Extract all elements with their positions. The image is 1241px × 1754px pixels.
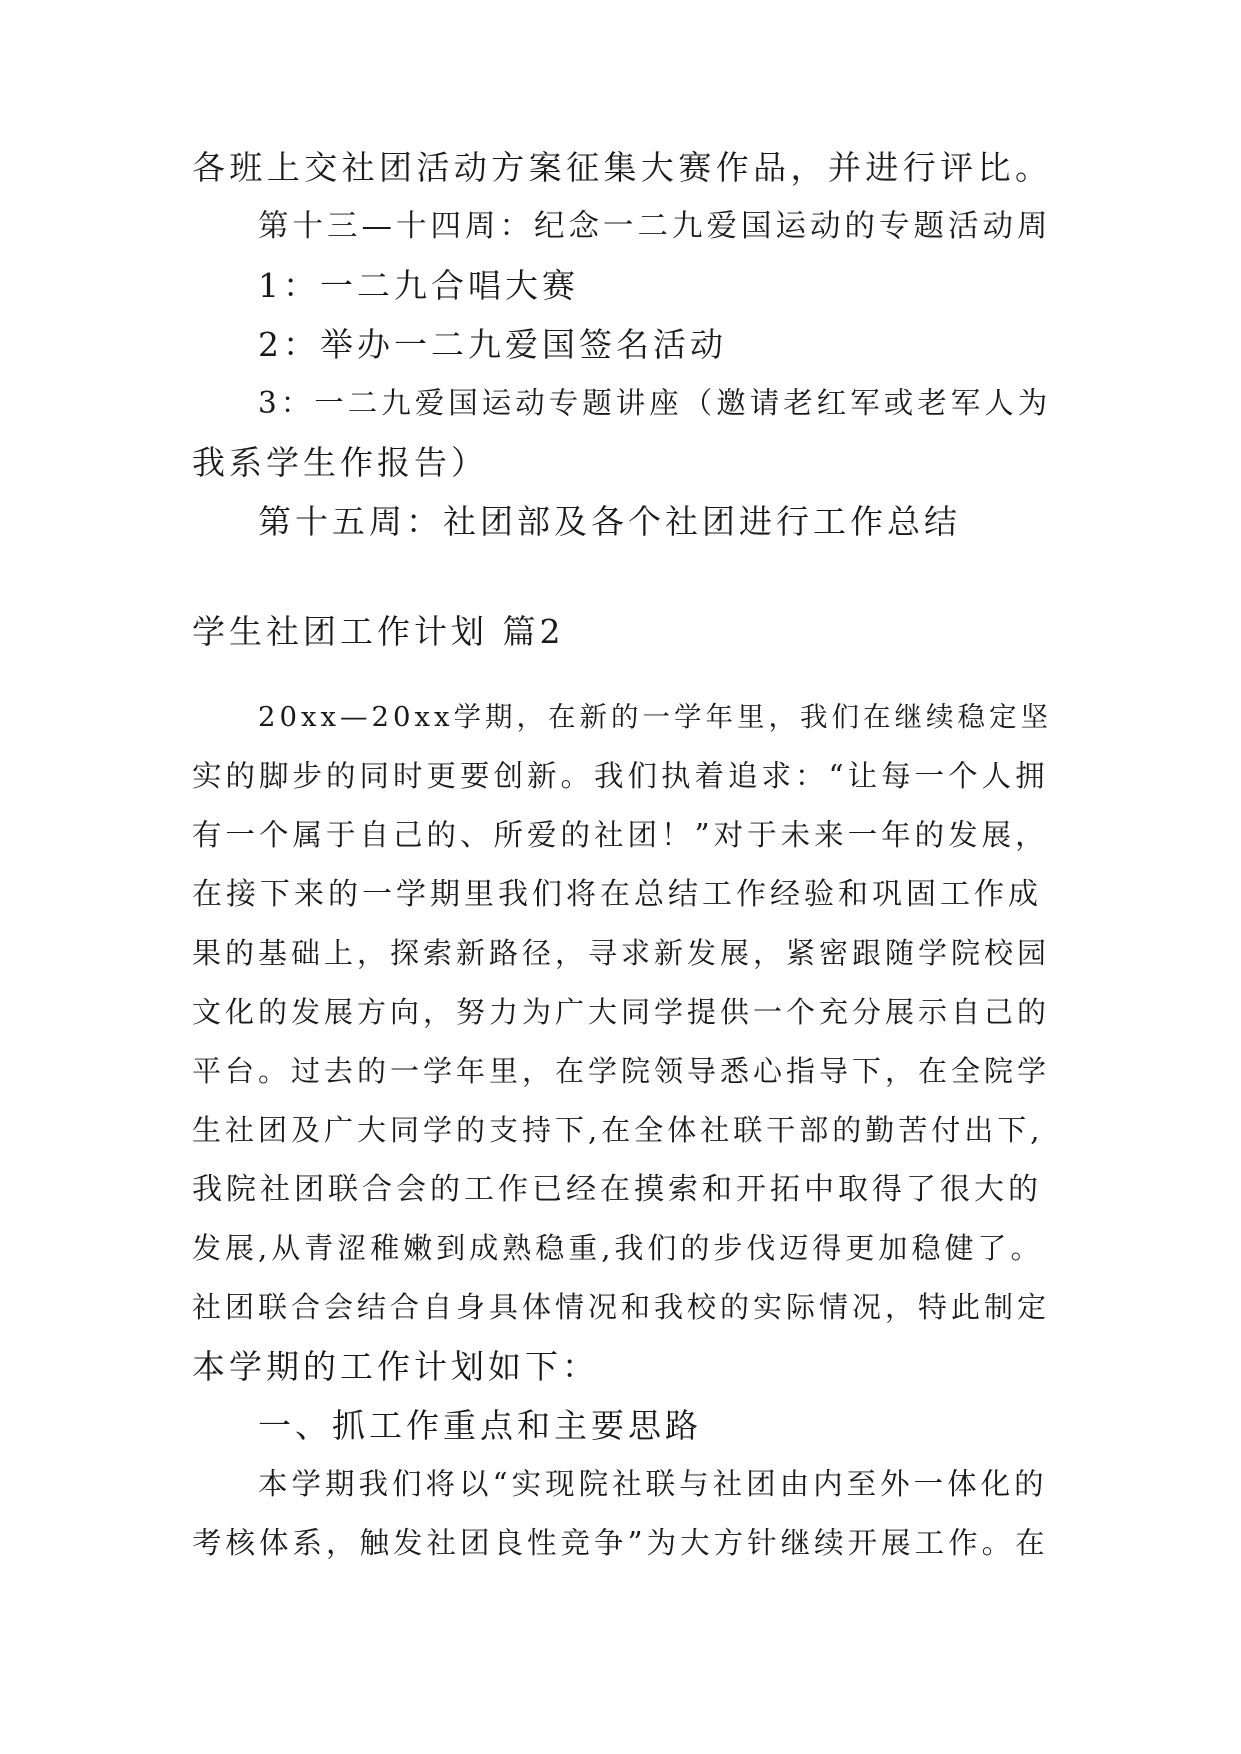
- paragraph-line: 2：举办一二九爱国签名活动: [258, 325, 727, 364]
- paragraph-line: 考核体系，触发社团良性竞争”为大方针继续开展工作。在: [192, 1526, 1049, 1560]
- section-2-text: [192, 688, 1052, 1573]
- paragraph-line: 20xx—20xx学期，在新的一学年里，我们在继续稳定坚: [258, 701, 1052, 733]
- paragraph-line: 各班上交社团活动方案征集大赛作品，并进行评比。: [192, 148, 1052, 187]
- paragraph-line: 1：一二九合唱大赛: [258, 266, 579, 305]
- paragraph-line: 在接下来的一学期里我们将在总结工作经验和巩固工作成: [192, 877, 1042, 912]
- section-heading: 学生社团工作计划 篇2: [192, 612, 565, 651]
- paragraph-line: 生社团及广大同学的支持下,在全体社联干部的勤苦付出下,: [192, 1113, 1044, 1147]
- paragraph-line: 平台。过去的一学年里，在学院领导悉心指导下，在全院学: [192, 1054, 1051, 1088]
- paragraph-line: 文化的发展方向，努力为广大同学提供一个充分展示自己的: [192, 995, 1051, 1029]
- paragraph-line: 实的脚步的同时更要创新。我们执着追求：“让每一个人拥: [192, 759, 1049, 793]
- paragraph-line: 一、抓工作重点和主要思路: [258, 1406, 702, 1445]
- paragraph-line: 有一个属于自己的、所爱的社团！”对于未来一年的发展，: [192, 818, 1049, 852]
- paragraph-line: 本学期的工作计划如下：: [192, 1347, 599, 1386]
- section-1-text: [192, 138, 1052, 551]
- paragraph-line: 我院社团联合会的工作已经在摸索和开拓中取得了很大的: [192, 1172, 1042, 1207]
- paragraph-line: 发展,从青涩稚嫩到成熟稳重,我们的步伐迈得更加稳健了。: [192, 1231, 1044, 1265]
- paragraph-line: 第十三—十四周：纪念一二九爱国运动的专题活动周: [258, 209, 1052, 244]
- paragraph-line: 我系学生作报告）: [192, 443, 488, 482]
- paragraph-line: 第十五周：社团部及各个社团进行工作总结: [258, 502, 961, 541]
- paragraph-line: 3：一二九爱国运动专题讲座（邀请老红军或老军人为: [258, 386, 1052, 420]
- paragraph-line: 本学期我们将以“实现院社联与社团由内至外一体化的: [258, 1467, 1048, 1501]
- paragraph-line: 社团联合会结合自身具体情况和我校的实际情况，特此制定: [192, 1290, 1051, 1324]
- paragraph-line: 果的基础上，探索新路径，寻求新发展，紧密跟随学院校园: [192, 936, 1051, 970]
